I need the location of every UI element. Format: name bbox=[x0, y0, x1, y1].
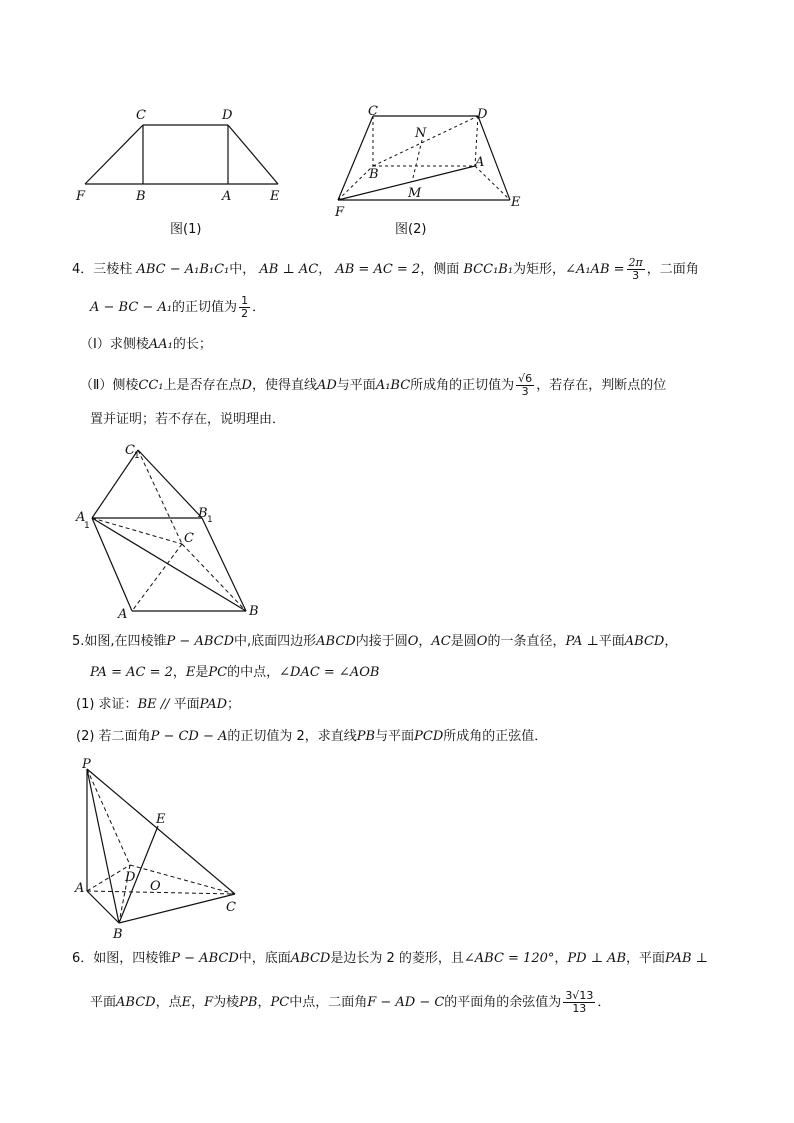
q6-math: F − AD − C bbox=[367, 995, 445, 1010]
q6-text: ， bbox=[257, 995, 271, 1010]
q4-fraction-sqrt6-3 bbox=[516, 373, 534, 398]
fraction-numerator: 3√13 bbox=[565, 989, 594, 1002]
fig3-label-A: A bbox=[118, 607, 128, 622]
q4-math: D bbox=[241, 378, 252, 393]
q5-text: 的中点， bbox=[227, 665, 280, 680]
fig4-label-O: O bbox=[150, 879, 161, 894]
q4-text: 与平面 bbox=[336, 378, 376, 393]
fig3-label-C1-subscript: 1 bbox=[134, 451, 140, 461]
q5-text: ， bbox=[418, 634, 432, 649]
fig3-edge-A1A bbox=[92, 518, 132, 611]
fig2-label-M: M bbox=[408, 186, 422, 201]
q5-math: ABCD bbox=[316, 634, 356, 649]
fig3-edge-A1B bbox=[92, 518, 246, 611]
fig3-label-B1-subscript: 1 bbox=[207, 515, 213, 525]
q4-text: 为矩形， bbox=[513, 262, 566, 277]
fig2-label-N: N bbox=[415, 126, 427, 141]
q5-math: PA = AC = 2 bbox=[90, 665, 173, 680]
q5-text: 5.如图,在四棱锥 bbox=[72, 634, 167, 649]
q4-math: A − BC − A₁ bbox=[90, 300, 173, 315]
fig3-dashed-A1C bbox=[92, 518, 182, 544]
q5-math: PAD bbox=[199, 697, 228, 712]
q4-line2 bbox=[90, 295, 265, 320]
q6-line2 bbox=[90, 990, 610, 1015]
fig1-label-E: E bbox=[270, 189, 280, 204]
fig4-dashed-AD bbox=[87, 865, 130, 891]
q5-math: ABCD bbox=[624, 634, 665, 649]
fig1-label-C: C bbox=[136, 108, 146, 123]
fig2-label-E: E bbox=[511, 195, 521, 210]
q5-math: E bbox=[185, 665, 196, 680]
fig2-dashed-NM bbox=[412, 140, 422, 182]
fraction-denominator: 3 bbox=[521, 385, 529, 398]
q4-text: ，二面角 bbox=[646, 262, 699, 277]
q5-math: P − CD − A bbox=[150, 729, 228, 744]
q6-math: PD ⊥ AB bbox=[567, 951, 626, 966]
q5-text: (1) 求证： bbox=[76, 697, 138, 712]
q5-text: ； bbox=[227, 697, 241, 712]
fig2-edge-FC bbox=[338, 116, 373, 200]
fig3-label-A1: A bbox=[76, 510, 86, 525]
q5-text: ， bbox=[172, 665, 186, 680]
fraction-numerator: 2π bbox=[628, 256, 643, 269]
q4-part2-line1 bbox=[80, 373, 666, 398]
q4-math: AA₁ bbox=[148, 337, 173, 352]
q6-text: ， bbox=[191, 995, 205, 1010]
fig1-label-B: B bbox=[136, 189, 146, 204]
q6-text: ， bbox=[554, 951, 568, 966]
q6-line1 bbox=[72, 950, 708, 968]
q5-text: 是 bbox=[195, 665, 209, 680]
q5-line2 bbox=[90, 664, 379, 682]
fig1-label-F: F bbox=[76, 189, 86, 204]
q4-text: ， bbox=[318, 262, 332, 277]
fig2-label-C: C bbox=[368, 104, 378, 119]
fig3-dashed-CA bbox=[132, 544, 182, 611]
q6-text: ，平面 bbox=[626, 951, 666, 966]
q4-math: ABC − A₁B₁C₁ bbox=[136, 262, 230, 277]
figure-prism bbox=[70, 438, 270, 623]
fig2-dashed-FB bbox=[338, 166, 373, 200]
q5-text: 中,底面四边形 bbox=[234, 634, 317, 649]
fraction-denominator: 13 bbox=[572, 1002, 587, 1015]
q5-math: ∠DAC = ∠AOB bbox=[279, 665, 380, 680]
figure-1 bbox=[60, 100, 300, 240]
q4-text: ，若存在，判断点的位 bbox=[536, 378, 667, 393]
q4-text: 的正切值为 bbox=[172, 300, 238, 315]
fig3-edge-A1C1 bbox=[92, 450, 138, 518]
q5-math: BE // bbox=[137, 697, 174, 712]
fig4-label-B: B bbox=[113, 927, 123, 942]
q5-text: 平面 bbox=[173, 697, 200, 712]
fig2-edge-FA bbox=[338, 166, 475, 200]
fig3-label-B1: B bbox=[198, 506, 208, 521]
fig2-label-B: B bbox=[369, 167, 379, 182]
q4-text: ，使得直线 bbox=[251, 378, 317, 393]
q5-text: 所成角的正弦值． bbox=[443, 729, 548, 744]
q5-math: PA ⊥ bbox=[565, 634, 599, 649]
q5-text: 内接于圆 bbox=[355, 634, 408, 649]
fig1-label-A: A bbox=[222, 189, 232, 204]
q4-text: ，侧面 bbox=[420, 262, 460, 277]
fig3-label-A1-subscript: 1 bbox=[84, 521, 90, 531]
q4-part2-line2 bbox=[90, 411, 285, 429]
q5-line1 bbox=[72, 633, 677, 651]
q4-math: CC₁ bbox=[138, 378, 164, 393]
q5-text: 的正切值为 2，求直线 bbox=[227, 729, 357, 744]
q6-math: ABCD bbox=[290, 951, 331, 966]
q4-fraction-2pi-3 bbox=[627, 257, 645, 282]
fig4-label-D: D bbox=[125, 870, 136, 885]
fig2-label-F: F bbox=[335, 205, 345, 220]
q4-text: ． bbox=[252, 300, 266, 315]
fig2-dashed-BD bbox=[373, 116, 478, 166]
q6-math: F bbox=[204, 995, 214, 1010]
q6-text: ． bbox=[597, 995, 611, 1010]
fig3-label-C1: C bbox=[125, 443, 135, 458]
q6-math: ABCD bbox=[116, 995, 156, 1010]
q6-text: 平面 bbox=[90, 995, 117, 1010]
q5-math: AC bbox=[431, 634, 451, 649]
q5-part2 bbox=[76, 728, 547, 746]
fig4-edge-AB bbox=[87, 891, 119, 923]
fig3-dashed-C1C bbox=[138, 450, 182, 544]
q4-text: 三棱柱 bbox=[93, 262, 133, 277]
q5-text: ， bbox=[664, 634, 678, 649]
q4-text: 中， bbox=[229, 262, 256, 277]
q5-math: O bbox=[407, 634, 419, 649]
q4-math: BCC₁B₁ bbox=[463, 262, 514, 277]
fig4-edge-BC bbox=[119, 894, 235, 923]
fig4-label-A: A bbox=[75, 881, 85, 896]
fig2-label-D: D bbox=[477, 107, 488, 122]
fraction-denominator: 3 bbox=[632, 269, 640, 282]
q6-math: ∠ABC = 120° bbox=[463, 951, 555, 966]
q6-math: P − ABCD bbox=[171, 951, 239, 966]
fig1-edge-DE bbox=[228, 125, 278, 184]
q4-text: 所成角的正切值为 bbox=[410, 378, 515, 393]
q6-text: 6．如图，四棱锥 bbox=[72, 951, 172, 966]
q5-math: PCD bbox=[414, 729, 444, 744]
q5-math: PC bbox=[208, 665, 228, 680]
q4-text: （Ⅱ）侧棱 bbox=[80, 378, 139, 393]
fig1-caption: 图(1) bbox=[170, 222, 202, 237]
q4-fraction-1-2 bbox=[239, 295, 250, 320]
q6-text: 中，底面 bbox=[238, 951, 291, 966]
fig1-label-D: D bbox=[222, 108, 233, 123]
q5-text: 的一条直径， bbox=[487, 634, 566, 649]
figure-pyramid bbox=[70, 755, 260, 945]
q4-math: AB = AC = 2 bbox=[335, 262, 421, 277]
q5-part1 bbox=[76, 696, 240, 714]
q6-text: 中点，二面角 bbox=[289, 995, 368, 1010]
q4-text: 置并证明；若不存在，说明理由． bbox=[90, 412, 286, 427]
q5-text: (2) 若二面角 bbox=[76, 729, 151, 744]
q4-number: 4． bbox=[72, 262, 94, 277]
q4-line1 bbox=[72, 257, 699, 282]
fraction-denominator: 2 bbox=[241, 307, 249, 320]
fig2-label-A: A bbox=[475, 155, 485, 170]
fig4-label-C: C bbox=[226, 900, 236, 915]
fig4-dashed-DC bbox=[130, 865, 235, 894]
fig3-label-B: B bbox=[249, 604, 259, 619]
q6-math: PB bbox=[239, 995, 258, 1010]
q5-math: PB bbox=[356, 729, 376, 744]
fig2-caption: 图(2) bbox=[395, 222, 427, 237]
q6-text: 的平面角的余弦值为 bbox=[444, 995, 562, 1010]
fig4-label-E: E bbox=[156, 812, 166, 827]
q5-math: P − ABCD bbox=[166, 634, 235, 649]
q4-part1 bbox=[80, 336, 212, 354]
fig4-dashed-PD bbox=[87, 769, 130, 865]
q4-math: AB ⊥ AC bbox=[259, 262, 319, 277]
fig4-label-P: P bbox=[82, 757, 91, 772]
fraction-numerator: √6 bbox=[518, 372, 533, 385]
q5-text: 是圆 bbox=[450, 634, 477, 649]
fig2-dashed-AE bbox=[475, 166, 510, 200]
q5-text: 与平面 bbox=[375, 729, 415, 744]
q6-math: E bbox=[181, 995, 192, 1010]
fig1-edge-FC bbox=[85, 125, 143, 184]
q6-text: 为棱 bbox=[213, 995, 240, 1010]
q6-math: PAB ⊥ bbox=[665, 951, 708, 966]
q6-fraction-3sqrt13-13 bbox=[563, 990, 595, 1015]
q6-text: 是边长为 2 的菱形，且 bbox=[330, 951, 464, 966]
fig3-edge-C1B1 bbox=[138, 450, 202, 518]
q4-text: （Ⅰ）求侧棱 bbox=[80, 337, 149, 352]
figure-2 bbox=[325, 100, 535, 240]
q4-text: 上是否存在点 bbox=[163, 378, 242, 393]
q4-math: AD bbox=[316, 378, 337, 393]
fig4-dashed-AC bbox=[87, 891, 235, 894]
q6-math: PC bbox=[270, 995, 290, 1010]
q5-text: 平面 bbox=[598, 634, 625, 649]
q5-math: O bbox=[476, 634, 488, 649]
fraction-numerator: 1 bbox=[241, 294, 249, 307]
q4-text: 的长； bbox=[172, 337, 212, 352]
fig3-label-C: C bbox=[184, 531, 194, 546]
q6-text: ，点 bbox=[155, 995, 182, 1010]
q4-math: A₁BC bbox=[375, 378, 411, 393]
q4-math: ∠A₁AB = bbox=[565, 262, 625, 277]
